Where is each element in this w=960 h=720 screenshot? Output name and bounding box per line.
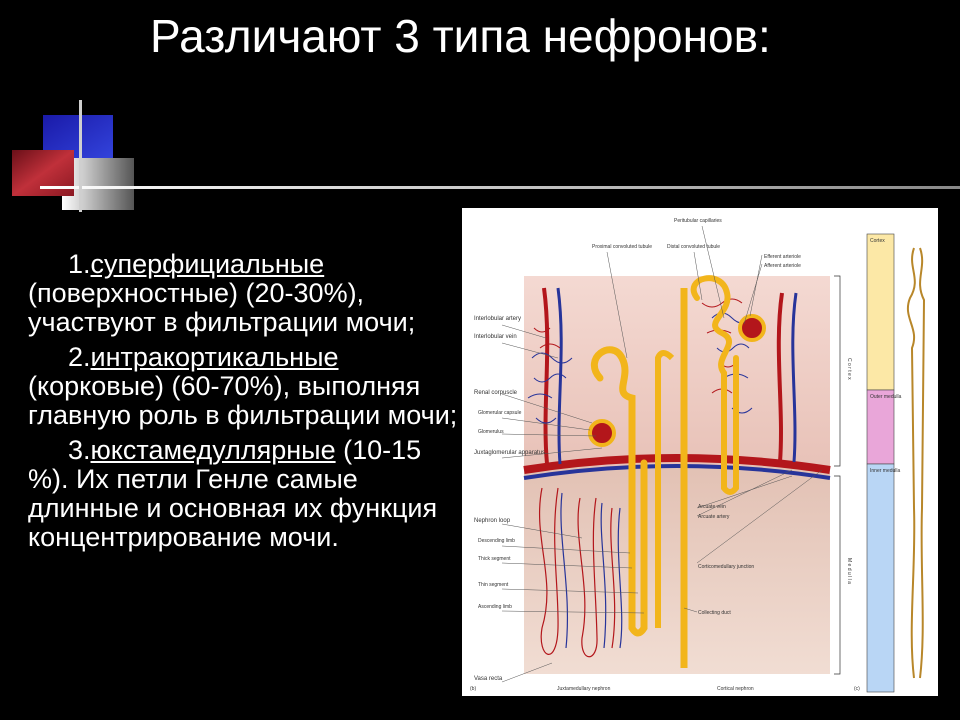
medulla-bracket xyxy=(834,476,840,674)
item-number: 3. xyxy=(68,435,91,465)
label-glomerular-capsule: Glomerular capsule xyxy=(478,410,522,416)
slide-title: Различают 3 типа нефронов: xyxy=(150,10,771,62)
list-item-juxtamedullary xyxy=(28,436,468,552)
list-item-superficial xyxy=(28,250,468,337)
item-text: (10-15 %). Их петли Генле самые длинные и основная их функция концентрирование мочи. xyxy=(28,435,438,552)
label-afferent-arteriole: Afferent arteriole xyxy=(764,263,801,269)
item-text: (корковые) (60-70%), выполняя главную роль в фильтрации мочи; xyxy=(28,371,458,430)
label-proximal-tubule: Proximal convoluted tubule xyxy=(592,244,653,250)
label-zone-outer-medulla: Outer medulla xyxy=(870,394,902,400)
label-panel-c: (c) xyxy=(854,686,860,692)
label-medulla-bracket: M e d u l l a xyxy=(846,558,852,584)
label-panel-b: (b) xyxy=(470,686,477,692)
glomerulus-juxtamedullary xyxy=(590,421,614,445)
label-thick-segment: Thick segment xyxy=(478,556,511,562)
item-number: 2. xyxy=(68,342,91,372)
label-cortex-bracket: C o r t e x xyxy=(846,358,852,380)
zone-inner-medulla xyxy=(867,464,894,692)
label-arcuate-artery: Arcuate artery xyxy=(698,514,730,520)
label-nephron-loop: Nephron loop xyxy=(474,518,511,524)
nephron-illustration xyxy=(462,208,938,696)
slide-body xyxy=(28,250,468,558)
label-renal-corpuscle: Renal corpuscle xyxy=(474,390,518,396)
label-descending-limb: Descending limb xyxy=(478,538,515,544)
cortex-bracket xyxy=(834,276,840,466)
label-cortical-nephron: Cortical nephron xyxy=(717,686,754,692)
label-arcuate-vein: Arcuate vein xyxy=(698,504,726,510)
item-text: (поверхностные) (20-30%), участвуют в фильтрации мочи; xyxy=(28,278,416,337)
item-term: суперфициальные xyxy=(90,249,325,279)
label-juxtaglomerular: Juxtaglomerular apparatus xyxy=(474,450,546,456)
nephron-sketch-return xyxy=(920,248,924,678)
zone-cortex xyxy=(867,234,894,390)
list-item-intracortical xyxy=(28,343,468,430)
label-distal-tubule: Distal convoluted tubule xyxy=(667,244,721,250)
vertical-rule xyxy=(79,100,82,212)
item-number: 1. xyxy=(68,249,91,279)
cortex-region xyxy=(524,276,830,466)
item-term: интракортикальные xyxy=(90,342,339,372)
label-juxtamedullary-nephron: Juxtamedullary nephron xyxy=(557,686,611,692)
glomerulus-cortical xyxy=(740,316,764,340)
zone-outer-medulla xyxy=(867,390,894,464)
label-vasa-recta: Vasa recta xyxy=(474,676,503,682)
label-corticomedullary: Corticomedullary junction xyxy=(698,564,755,570)
horizontal-rule xyxy=(40,186,960,189)
label-efferent-arteriole: Efferent arteriole xyxy=(764,254,801,260)
label-zone-inner-medulla: Inner medulla xyxy=(870,468,901,474)
label-thin-segment: Thin segment xyxy=(478,582,509,588)
label-interlobular-vein: Interlobular vein xyxy=(474,334,517,340)
label-ascending-limb: Ascending limb xyxy=(478,604,512,610)
nephron-diagram xyxy=(462,208,938,696)
label-peritubular: Peritubular capillaries xyxy=(674,218,722,224)
label-interlobular-artery: Interlobular artery xyxy=(474,316,522,322)
red-square xyxy=(12,150,74,196)
label-zone-cortex: Cortex xyxy=(870,238,885,244)
label-collecting-duct: Collecting duct xyxy=(698,610,731,616)
item-term: юкстамедуллярные xyxy=(90,435,336,465)
nephron-sketch xyxy=(908,248,915,678)
label-glomerulus: Glomerulus xyxy=(478,429,504,435)
medulla-region xyxy=(524,466,830,674)
